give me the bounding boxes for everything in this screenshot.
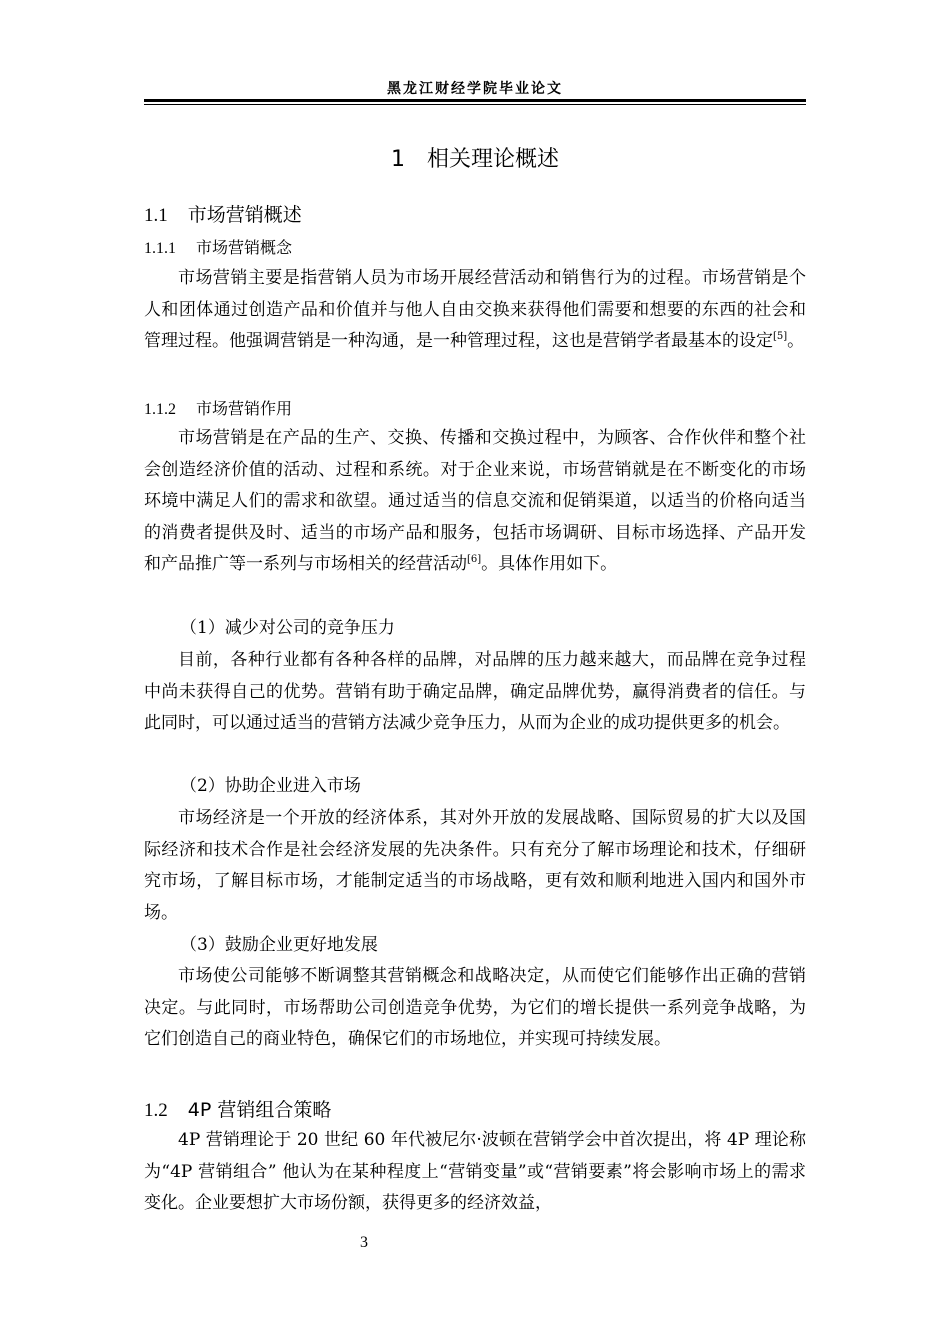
chapter-title xyxy=(144,142,806,173)
header-rule-thin xyxy=(144,104,806,105)
section-title: 4P 营销组合策略 xyxy=(187,1099,332,1121)
list-item-text: 市场经济是一个开放的经济体系，其对外开放的发展战略、国际贸易的扩大以及国际经济和技术合作是社会经济发展的先决条件。只有充分了解市场理论和技术，仔细研究市场，了解目标市场，才能制定适当的市场战略，更有效和顺利地进入国内和国外市场。 xyxy=(144,808,806,923)
section-1-1-2-heading xyxy=(144,396,292,419)
section-1-1-1-heading xyxy=(144,235,292,258)
paragraph-text: 市场营销主要是指营销人员为市场开展经营活动和销售行为的过程。市场营销是个人和团体通过创造产品和价值并与他人自由交换来获得他们需要和想要的东西的社会和管理过程。他强调营销是一种沟通，是一种管理过程，这也是营销学者最基本的设定 xyxy=(144,268,806,351)
paragraph-text: 市场营销是在产品的生产、交换、传播和交换过程中，为顾客、合作伙伴和整个社会创造经济价值的活动、过程和系统。对于企业来说，市场营销就是在不断变化的市场环境中满足人们的需求和欲望。通过适当的信息交流和促销渠道，以适当的价格向适当的消费者提供及时、适当的市场产品和服务，包括市场调研、目标市场选择、产品开发和产品推广等一系列与市场相关的经营活动 xyxy=(144,428,806,574)
section-number: 1.1 xyxy=(144,205,168,226)
section-number: 1.1.1 xyxy=(144,240,176,257)
section-title: 市场营销概述 xyxy=(187,204,302,226)
section-1-1-heading xyxy=(144,200,302,227)
section-number: 1.2 xyxy=(144,1100,168,1121)
list-item-label: （2）协助企业进入市场 xyxy=(180,776,361,796)
chapter-number: 1 xyxy=(390,147,405,172)
section-title: 市场营销概念 xyxy=(196,238,293,257)
list-item-text: 市场使公司能够不断调整其营销概念和战略决定，从而使它们能够作出正确的营销决定。与此同时，市场帮助公司创造竞争优势，为它们的增长提供一系列竞争战略，为它们创造自己的商业特色，确保它们的市场地位，并实现可持续发展。 xyxy=(144,966,806,1049)
paragraph-marketing-concept xyxy=(144,263,806,358)
citation-ref: [6] xyxy=(467,554,482,565)
chapter-title-text: 相关理论概述 xyxy=(426,147,559,172)
section-number: 1.1.2 xyxy=(144,401,176,418)
running-header: 黑龙江财经学院毕业论文 xyxy=(387,81,563,97)
header-rule-thick xyxy=(144,99,806,102)
paragraph-end: 。 xyxy=(787,331,805,351)
section-1-2-heading xyxy=(144,1095,331,1122)
page-number: 3 xyxy=(360,1234,368,1251)
paragraph-4p-theory: 4P 营销理论于 20 世纪 60 年代被尼尔·波顿在营销学会中首次提出，将 4P 理论称为“4P 营销组合” 他认为在某种程度上“营销变量”或“营销要素”将会影响市场上的需求变化。企业要想扩大市场份额，获得更多的经济效益， xyxy=(144,1130,806,1213)
citation-ref: [5] xyxy=(773,331,788,342)
section-title: 市场营销作用 xyxy=(196,399,293,418)
list-item-text: 目前，各种行业都有各种各样的品牌，对品牌的压力越来越大，而品牌在竞争过程中尚未获得自己的优势。营销有助于确定品牌，确定品牌优势，赢得消费者的信任。与此同时，可以通过适当的营销方法减少竞争压力，从而为企业的成功提供更多的机会。 xyxy=(144,650,806,733)
list-item-label: （1）减少对公司的竞争压力 xyxy=(180,618,395,638)
list-item-label: （3）鼓励企业更好地发展 xyxy=(180,935,378,955)
paragraph-end: 。具体作用如下。 xyxy=(481,554,618,574)
paragraph-marketing-role xyxy=(144,423,806,581)
